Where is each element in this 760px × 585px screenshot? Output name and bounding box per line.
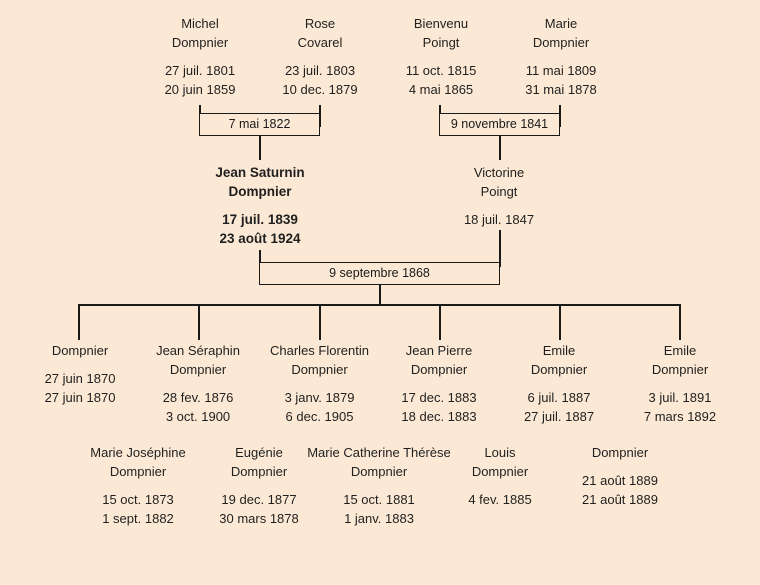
person-child-2 bbox=[138, 341, 258, 426]
person-death-date: 4 mai 1865 bbox=[408, 82, 474, 97]
person-surname: Dompnier bbox=[530, 362, 588, 377]
person-child-10 bbox=[440, 443, 560, 509]
connector-line bbox=[439, 304, 441, 340]
person-birth-date: 11 mai 1809 bbox=[525, 63, 597, 78]
person-jean-saturnin-dompnier bbox=[190, 163, 330, 248]
person-birth-date: 3 juil. 1891 bbox=[648, 390, 712, 405]
person-given-name: Marie bbox=[544, 16, 578, 31]
person-dates bbox=[294, 490, 464, 528]
person-birth-date: 6 juil. 1887 bbox=[527, 390, 591, 405]
person-surname: Poingt bbox=[480, 184, 518, 199]
marriage-box-right: 9 novembre 1841 bbox=[439, 113, 560, 136]
person-surname: Dompnier bbox=[410, 362, 468, 377]
person-dates bbox=[252, 388, 387, 426]
person-birth-date: 27 juin 1870 bbox=[44, 371, 116, 386]
person-victorine-poingt bbox=[434, 163, 564, 229]
person-birth-date: 17 dec. 1883 bbox=[401, 390, 477, 405]
person-dates bbox=[560, 471, 680, 509]
person-surname: Dompnier bbox=[291, 362, 348, 377]
person-given-name: Michel bbox=[181, 16, 219, 31]
person-child-11 bbox=[560, 443, 680, 509]
connector-line bbox=[78, 304, 80, 340]
person-given-name: Rose bbox=[304, 16, 336, 31]
person-death-date: 27 juin 1870 bbox=[44, 390, 116, 405]
connector-line bbox=[319, 304, 321, 340]
person-surname: Dompnier bbox=[350, 464, 408, 479]
person-birth-date: 3 janv. 1879 bbox=[284, 390, 355, 405]
person-dates bbox=[440, 490, 560, 509]
person-death-date: 18 dec. 1883 bbox=[401, 409, 477, 424]
person-dates bbox=[499, 388, 619, 426]
person-given-name: Marie Joséphine bbox=[90, 445, 186, 460]
person-given-name: Louis bbox=[484, 445, 516, 460]
person-surname: Dompnier bbox=[532, 35, 590, 50]
person-given-name: Jean Séraphin bbox=[156, 343, 240, 358]
person-surname: Dompnier bbox=[228, 184, 292, 199]
person-given-name: Bienvenu bbox=[413, 16, 469, 31]
person-death-date: 6 dec. 1905 bbox=[285, 409, 354, 424]
person-birth-date: 4 fev. 1885 bbox=[468, 492, 532, 507]
connector-line bbox=[379, 285, 381, 305]
person-dates bbox=[78, 490, 198, 528]
person-surname: Dompnier bbox=[51, 343, 109, 358]
person-surname: Dompnier bbox=[171, 35, 229, 50]
person-death-date: 1 sept. 1882 bbox=[102, 511, 174, 526]
person-child-4 bbox=[379, 341, 499, 426]
person-child-7 bbox=[78, 443, 198, 528]
person-birth-date: 21 août 1889 bbox=[582, 473, 658, 488]
sibling-bus-line bbox=[78, 304, 681, 306]
person-dates bbox=[381, 61, 501, 99]
person-surname: Dompnier bbox=[591, 445, 649, 460]
person-birth-date: 17 juil. 1839 bbox=[222, 212, 298, 227]
person-surname: Dompnier bbox=[230, 464, 288, 479]
person-dates bbox=[501, 61, 621, 99]
person-surname: Dompnier bbox=[651, 362, 709, 377]
person-dates bbox=[620, 388, 740, 426]
person-death-date: 21 août 1889 bbox=[582, 492, 658, 507]
person-given-name: Marie Catherine Thérèse bbox=[307, 445, 451, 460]
person-given-name: Victorine bbox=[473, 165, 525, 180]
person-dates bbox=[138, 388, 258, 426]
person-surname: Dompnier bbox=[109, 464, 167, 479]
person-surname: Dompnier bbox=[471, 464, 529, 479]
person-birth-date: 27 juil. 1801 bbox=[164, 63, 236, 78]
person-death-date: 1 janv. 1883 bbox=[344, 511, 414, 526]
marriage-box-center: 9 septembre 1868 bbox=[259, 262, 500, 285]
person-birth-date: 15 oct. 1881 bbox=[343, 492, 415, 507]
connector-line bbox=[679, 304, 681, 340]
person-dates bbox=[434, 210, 564, 229]
person-death-date: 27 juil. 1887 bbox=[523, 409, 595, 424]
person-death-date: 31 mai 1878 bbox=[525, 82, 597, 97]
person-michel-dompnier bbox=[140, 14, 260, 99]
connector-line bbox=[259, 136, 261, 160]
person-marie-dompnier bbox=[501, 14, 621, 99]
person-birth-date: 23 juil. 1803 bbox=[284, 63, 356, 78]
person-child-9 bbox=[294, 443, 464, 528]
person-child-6 bbox=[620, 341, 740, 426]
person-death-date: 7 mars 1892 bbox=[643, 409, 717, 424]
connector-line bbox=[499, 136, 501, 160]
person-given-name: Jean Saturnin bbox=[215, 165, 305, 180]
person-bienvenu-poingt bbox=[381, 14, 501, 99]
person-given-name: Jean Pierre bbox=[405, 343, 473, 358]
person-death-date: 23 août 1924 bbox=[219, 231, 301, 246]
connector-line bbox=[198, 304, 200, 340]
person-child-5 bbox=[499, 341, 619, 426]
person-rose-covarel bbox=[260, 14, 380, 99]
person-surname: Dompnier bbox=[169, 362, 227, 377]
person-birth-date: 18 juil. 1847 bbox=[463, 212, 535, 227]
connector-line bbox=[559, 304, 561, 340]
person-child-1 bbox=[20, 341, 140, 407]
person-dates bbox=[140, 61, 260, 99]
person-surname: Covarel bbox=[297, 35, 343, 50]
person-dates bbox=[379, 388, 499, 426]
person-dates bbox=[260, 61, 380, 99]
person-death-date: 20 juin 1859 bbox=[164, 82, 236, 97]
person-given-name: Emile bbox=[542, 343, 576, 358]
person-birth-date: 19 dec. 1877 bbox=[221, 492, 297, 507]
person-birth-date: 15 oct. 1873 bbox=[102, 492, 174, 507]
person-given-name: Charles Florentin bbox=[270, 343, 369, 358]
person-birth-date: 28 fev. 1876 bbox=[162, 390, 234, 405]
person-birth-date: 11 oct. 1815 bbox=[405, 63, 477, 78]
person-given-name: Emile bbox=[663, 343, 697, 358]
person-dates bbox=[20, 369, 140, 407]
person-death-date: 30 mars 1878 bbox=[219, 511, 299, 526]
person-dates bbox=[190, 210, 330, 248]
person-death-date: 10 dec. 1879 bbox=[282, 82, 358, 97]
person-death-date: 3 oct. 1900 bbox=[165, 409, 231, 424]
person-surname: Poingt bbox=[422, 35, 460, 50]
person-child-3 bbox=[252, 341, 387, 426]
marriage-box-left: 7 mai 1822 bbox=[199, 113, 320, 136]
person-given-name: Eugénie bbox=[235, 445, 283, 460]
